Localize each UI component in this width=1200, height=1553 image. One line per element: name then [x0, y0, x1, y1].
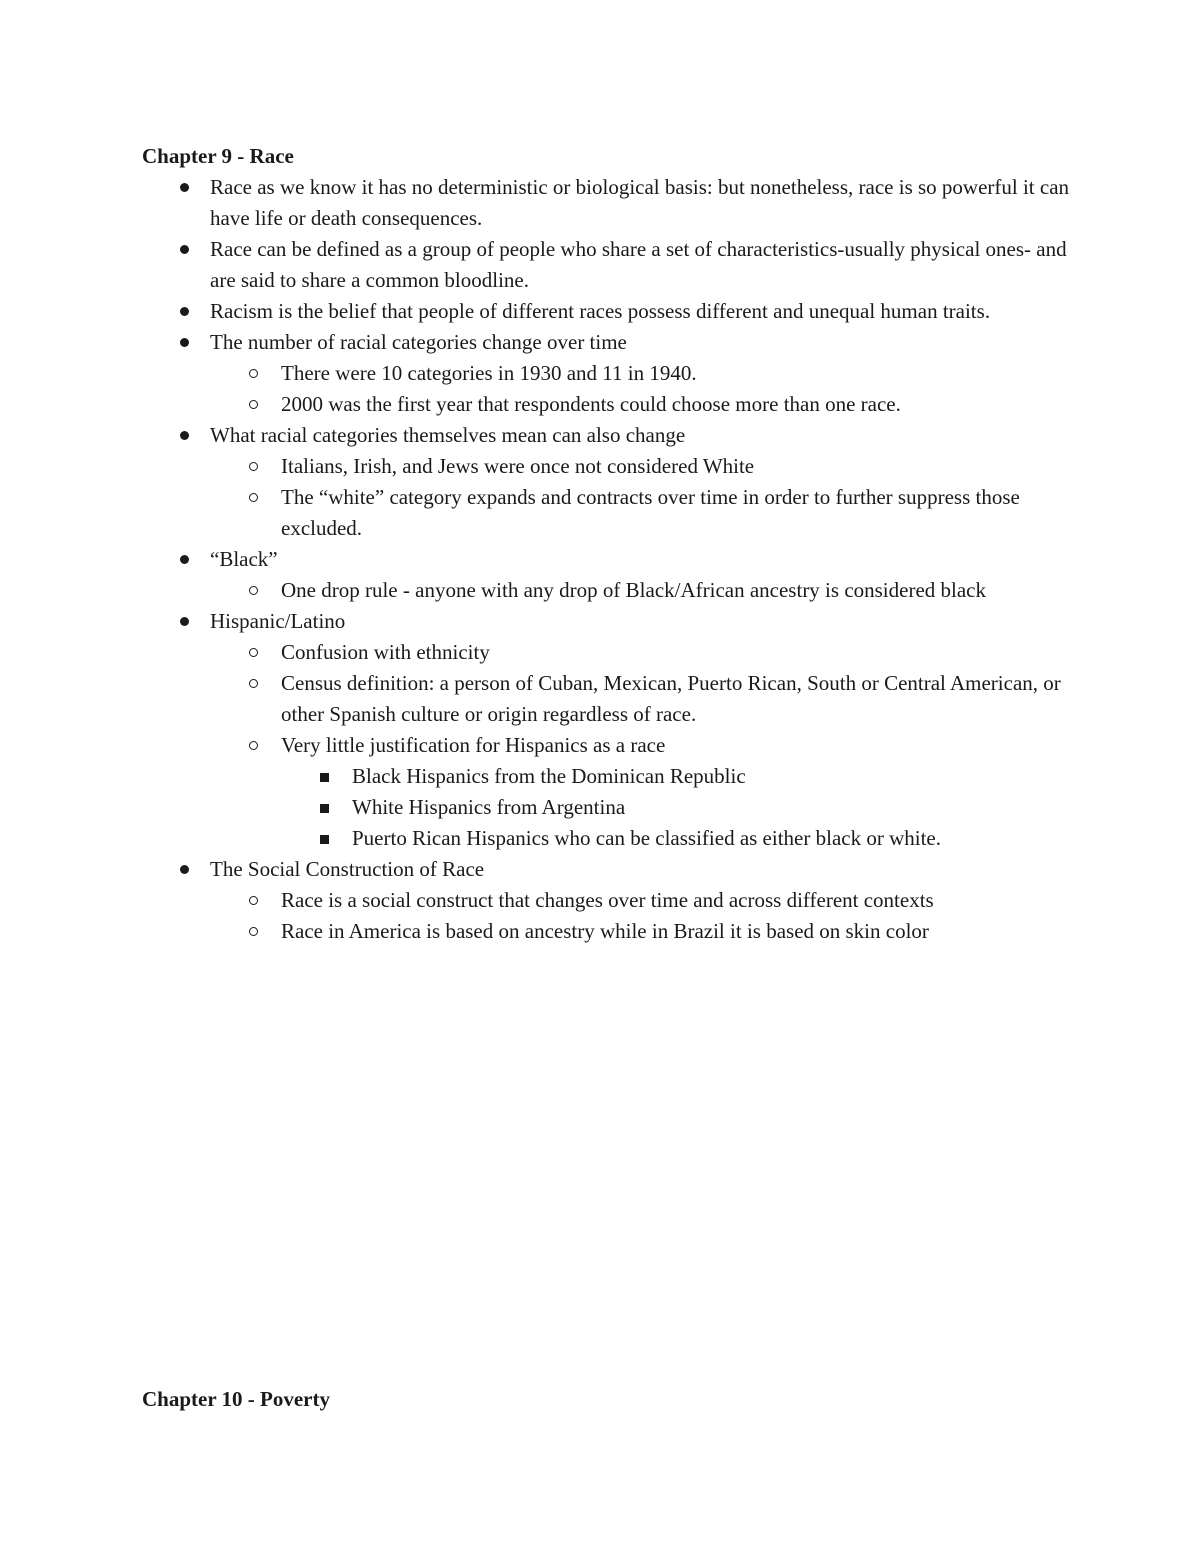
sub-bullet-text: Very little justification for Hispanics as a race: [281, 733, 666, 757]
sub-bullet-item: [210, 730, 1072, 854]
sub-bullet-item: [210, 885, 1072, 916]
sub-bullet-text: The “white” category expands and contracts over time in order to further suppress those excluded.: [281, 485, 1020, 540]
hollow-circle-bullet-icon: [249, 493, 258, 502]
hollow-circle-bullet-icon: [249, 679, 258, 688]
bullet-text: Race can be defined as a group of people who share a set of characteristics-usually physical ones- and are said to share a common bloodline.: [210, 237, 1067, 292]
sub-bullet-item: [210, 389, 1072, 420]
hollow-circle-bullet-icon: [249, 648, 258, 657]
sub-bullet-list: [210, 358, 1072, 420]
chapter-9-notes: [142, 172, 1072, 947]
sub-bullet-text: Race is a social construct that changes over time and across different contexts: [281, 888, 934, 912]
bullet-text: What racial categories themselves mean can also change: [210, 423, 686, 447]
sub-bullet-item: [210, 637, 1072, 668]
sub-sub-bullet-item: [281, 792, 1072, 823]
sub-bullet-item: [210, 575, 1072, 606]
sub-bullet-text: Race in America is based on ancestry while in Brazil it is based on skin color: [281, 919, 929, 943]
sub-sub-bullet-text: White Hispanics from Argentina: [352, 795, 626, 819]
sub-bullet-item: [210, 482, 1072, 544]
bullet-item: [142, 606, 1072, 854]
bullet-text: The number of racial categories change over time: [210, 330, 627, 354]
bullet-item: [142, 296, 1072, 327]
bullet-text: “Black”: [210, 547, 278, 571]
sub-bullet-list: [210, 575, 1072, 606]
sub-bullet-text: One drop rule - anyone with any drop of Black/African ancestry is considered black: [281, 578, 987, 602]
sub-bullet-text: Italians, Irish, and Jews were once not considered White: [281, 454, 755, 478]
bullet-text: Hispanic/Latino: [210, 609, 346, 633]
sub-bullet-item: [210, 668, 1072, 730]
bullet-item: [142, 420, 1072, 544]
chapter-10-heading: Chapter 10 - Poverty: [142, 1387, 330, 1411]
filled-circle-bullet-icon: [180, 617, 189, 626]
bullet-list: [142, 172, 1072, 947]
filled-circle-bullet-icon: [180, 431, 189, 440]
bullet-item: [142, 327, 1072, 420]
sub-bullet-item: [210, 916, 1072, 947]
sub-bullet-text: Census definition: a person of Cuban, Mexican, Puerto Rican, South or Central American, or other Spanish culture or origin regardless of race.: [281, 671, 1061, 726]
sub-sub-bullet-item: [281, 761, 1072, 792]
sub-sub-bullet-text: Black Hispanics from the Dominican Republic: [352, 764, 746, 788]
hollow-circle-bullet-icon: [249, 896, 258, 905]
filled-circle-bullet-icon: [180, 555, 189, 564]
bullet-text: Racism is the belief that people of different races possess different and unequal human traits.: [210, 299, 991, 323]
hollow-circle-bullet-icon: [249, 462, 258, 471]
sub-sub-bullet-item: [281, 823, 1072, 854]
hollow-circle-bullet-icon: [249, 927, 258, 936]
hollow-circle-bullet-icon: [249, 369, 258, 378]
sub-bullet-text: Confusion with ethnicity: [281, 640, 490, 664]
bullet-item: [142, 854, 1072, 947]
filled-square-bullet-icon: [320, 835, 329, 844]
bullet-item: [142, 234, 1072, 296]
sub-bullet-list: [210, 885, 1072, 947]
chapter-9-heading: Chapter 9 - Race: [142, 144, 294, 168]
sub-bullet-item: [210, 451, 1072, 482]
sub-bullet-list: [210, 637, 1072, 854]
filled-circle-bullet-icon: [180, 865, 189, 874]
bullet-text: Race as we know it has no deterministic or biological basis: but nonetheless, race is so powerful it can have life or death consequences.: [210, 175, 1070, 230]
bullet-item: [142, 172, 1072, 234]
hollow-circle-bullet-icon: [249, 586, 258, 595]
bullet-item: [142, 544, 1072, 606]
filled-square-bullet-icon: [320, 804, 329, 813]
filled-circle-bullet-icon: [180, 307, 189, 316]
filled-circle-bullet-icon: [180, 245, 189, 254]
hollow-circle-bullet-icon: [249, 400, 258, 409]
filled-circle-bullet-icon: [180, 338, 189, 347]
sub-bullet-text: There were 10 categories in 1930 and 11 in 1940.: [281, 361, 697, 385]
hollow-circle-bullet-icon: [249, 741, 258, 750]
filled-square-bullet-icon: [320, 773, 329, 782]
sub-bullet-text: 2000 was the first year that respondents could choose more than one race.: [281, 392, 901, 416]
sub-bullet-item: [210, 358, 1072, 389]
sub-sub-bullet-list: [281, 761, 1072, 854]
filled-circle-bullet-icon: [180, 183, 189, 192]
sub-sub-bullet-text: Puerto Rican Hispanics who can be classified as either black or white.: [352, 826, 941, 850]
bullet-text: The Social Construction of Race: [210, 857, 485, 881]
sub-bullet-list: [210, 451, 1072, 544]
